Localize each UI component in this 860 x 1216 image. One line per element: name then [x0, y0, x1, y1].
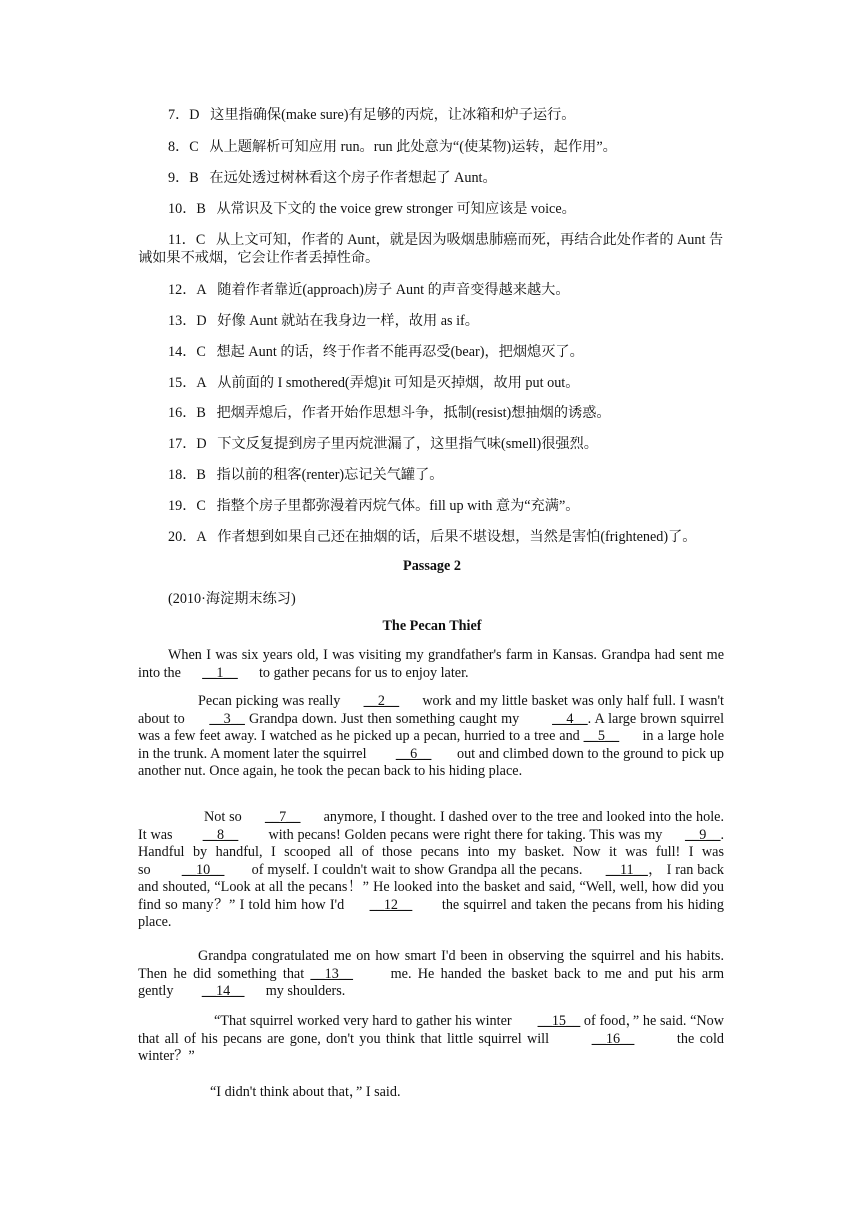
text-run: of food，” he said. “Now that all of his pecans are gone, don't you think that little squirrel will — [138, 1013, 725, 1047]
answer-text: 这里指确保(make sure)有足够的丙烷，让冰箱和炉子运行。 — [210, 107, 576, 123]
text-run: of myself. I couldn't wait to show Grandpa all the pecans. — [251, 861, 583, 878]
text-run: Grandpa congratulated me on how smart I'd been in observing the squirrel and his habits. Then he did something that — [138, 948, 724, 982]
text-run: . A large brown squirrel was a few feet away. I watched as he picked up a pecan, hurried to a tree and — [138, 710, 725, 744]
answer-text: 从常识及下文的 the voice grew stronger 可知应该是 voice。 — [216, 201, 576, 217]
answer-number: 7．D — [168, 107, 200, 123]
blank-12: __12__ — [369, 896, 413, 913]
answer-text: 指以前的租客(renter)忘记关气罐了。 — [216, 467, 444, 483]
answer-number: 15．A — [168, 375, 207, 391]
answer-number: 8．C — [168, 139, 199, 155]
paragraph-4 — [138, 948, 724, 1001]
answer-text: 从上题解析可知应用 run。run 此处意为“(使某物)运转，起作用”。 — [209, 139, 617, 155]
text-run: the squirrel and taken the pecans from his hiding place. — [138, 896, 724, 930]
blank-10: __10__ — [181, 861, 225, 878]
blank-15: __15__ — [537, 1013, 581, 1029]
text-run: “I didn't think about that，” I said. — [210, 1084, 401, 1100]
answer-13 — [138, 312, 726, 330]
answer-text: 作者想到如果自己还在抽烟的话，后果不堪设想，当然是害怕(frightened)了。 — [217, 529, 697, 545]
source-note: (2010·海淀期末练习) — [168, 591, 296, 607]
answer-17 — [138, 435, 726, 453]
blank-5: __5__ — [583, 728, 620, 744]
answer-number: 18．B — [168, 467, 206, 483]
answer-text: 从前面的 I smothered(弄熄)it 可知是灭掉烟，故用 put out。 — [217, 375, 580, 391]
text-run: my shoulders. — [265, 983, 346, 999]
blank-2: __2__ — [363, 693, 400, 709]
answer-14 — [138, 343, 726, 361]
answer-number: 16．B — [168, 405, 206, 421]
paragraph-3 — [138, 809, 724, 932]
paragraph-2 — [138, 693, 724, 781]
text-run: ， I ran back and shouted, “Look at all the pecans！” He looked into the basket and said, “Well, well, how did you find so many？” I told him how I'd — [138, 861, 725, 913]
blank-13: __13__ — [310, 965, 353, 982]
blank-1: __1__ — [202, 664, 238, 681]
answer-16 — [138, 404, 726, 422]
story-title: The Pecan Thief — [382, 618, 482, 634]
answer-text: 随着作者靠近(approach)房子 Aunt 的声音变得越来越大。 — [217, 282, 570, 298]
text-run: the cold winter？” — [138, 1030, 725, 1064]
text-run: . Handful by handful, I scooped all of those pecans into my basket. Now it was full! I was so — [138, 826, 725, 878]
answer-11 — [138, 231, 726, 267]
answer-text: 从上文可知，作者的 Aunt，就是因为吸烟患肺癌而死，再结合此处作者的 Aunt 告诫如果不戒烟，它会让作者丢掉性命。 — [138, 232, 724, 266]
text-run: with pecans! Golden pecans were right there for taking. This was my — [268, 826, 663, 843]
answer-9 — [138, 169, 726, 187]
answer-text: 下文反复提到房子里丙烷泄漏了，这里指气味(smell)很强烈。 — [217, 436, 598, 452]
answer-number: 20．A — [168, 529, 207, 545]
paragraph-6 — [138, 1084, 724, 1102]
text-run: anymore, I thought. I dashed over to the tree and looked into the hole. It was — [138, 809, 725, 843]
answer-number: 14．C — [168, 344, 206, 360]
text-run: in a large hole in the trunk. A moment later the squirrel — [138, 728, 724, 762]
text-run: Grandpa down. Just then something caught my — [249, 710, 520, 727]
blank-6: __6__ — [395, 745, 432, 762]
text-run: out and climbed down to the ground to pick up another nut. Once again, he took the pecan back to his hiding place. — [138, 745, 725, 779]
text-run: me. He handed the basket back to me and put his arm gently — [138, 965, 724, 999]
answer-8 — [138, 138, 726, 156]
answer-text: 指整个房子里都弥漫着丙烷气体。fill up with 意为“充满”。 — [216, 498, 580, 514]
blank-7: __7__ — [264, 809, 301, 825]
answer-text: 好像 Aunt 就站在我身边一样，故用 as if。 — [217, 313, 479, 329]
answer-text: 把烟弄熄后，作者开始作思想斗争，抵制(resist)想抽烟的诱惑。 — [216, 405, 611, 421]
answer-number: 10．B — [168, 201, 206, 217]
answer-number: 13．D — [168, 313, 207, 329]
passage-heading: Passage 2 — [403, 558, 461, 574]
answer-text: 在远处透过树林看这个房子作者想起了 Aunt。 — [209, 170, 497, 186]
answer-text: 想起 Aunt 的话，终于作者不能再忍受(bear)，把烟熄灭了。 — [216, 344, 584, 360]
text-run: work and my little basket was only half full. I wasn't about to — [138, 693, 725, 727]
paragraph-1 — [138, 647, 724, 682]
answer-12 — [138, 281, 726, 299]
answer-18 — [138, 466, 726, 484]
blank-11: __11__ — [605, 861, 648, 878]
answer-number: 11．C — [168, 232, 206, 248]
blank-3: __3__ — [209, 710, 245, 727]
answer-20 — [138, 528, 726, 546]
text-run: “That squirrel worked very hard to gather his winter — [214, 1013, 512, 1029]
blank-9: __9__ — [685, 826, 721, 843]
blank-16: __16__ — [591, 1030, 635, 1047]
answer-number: 9．B — [168, 170, 199, 186]
answer-number: 12．A — [168, 282, 207, 298]
answer-15 — [138, 374, 726, 392]
answer-number: 17．D — [168, 436, 207, 452]
blank-8: __8__ — [202, 826, 239, 843]
blank-14: __14__ — [201, 983, 245, 999]
answer-7 — [138, 106, 726, 124]
blank-4: __4__ — [552, 710, 588, 727]
text-run: Pecan picking was really — [198, 693, 341, 709]
text-run: to gather pecans for us to enjoy later. — [258, 664, 469, 681]
text-run: When I was six years old, I was visiting my grandfather's farm in Kansas. Grandpa had sent me into the — [138, 647, 724, 681]
paragraph-5 — [138, 1013, 724, 1066]
answer-19 — [138, 497, 726, 515]
text-run: Not so — [204, 809, 242, 825]
answer-10 — [138, 200, 726, 218]
answer-number: 19．C — [168, 498, 206, 514]
